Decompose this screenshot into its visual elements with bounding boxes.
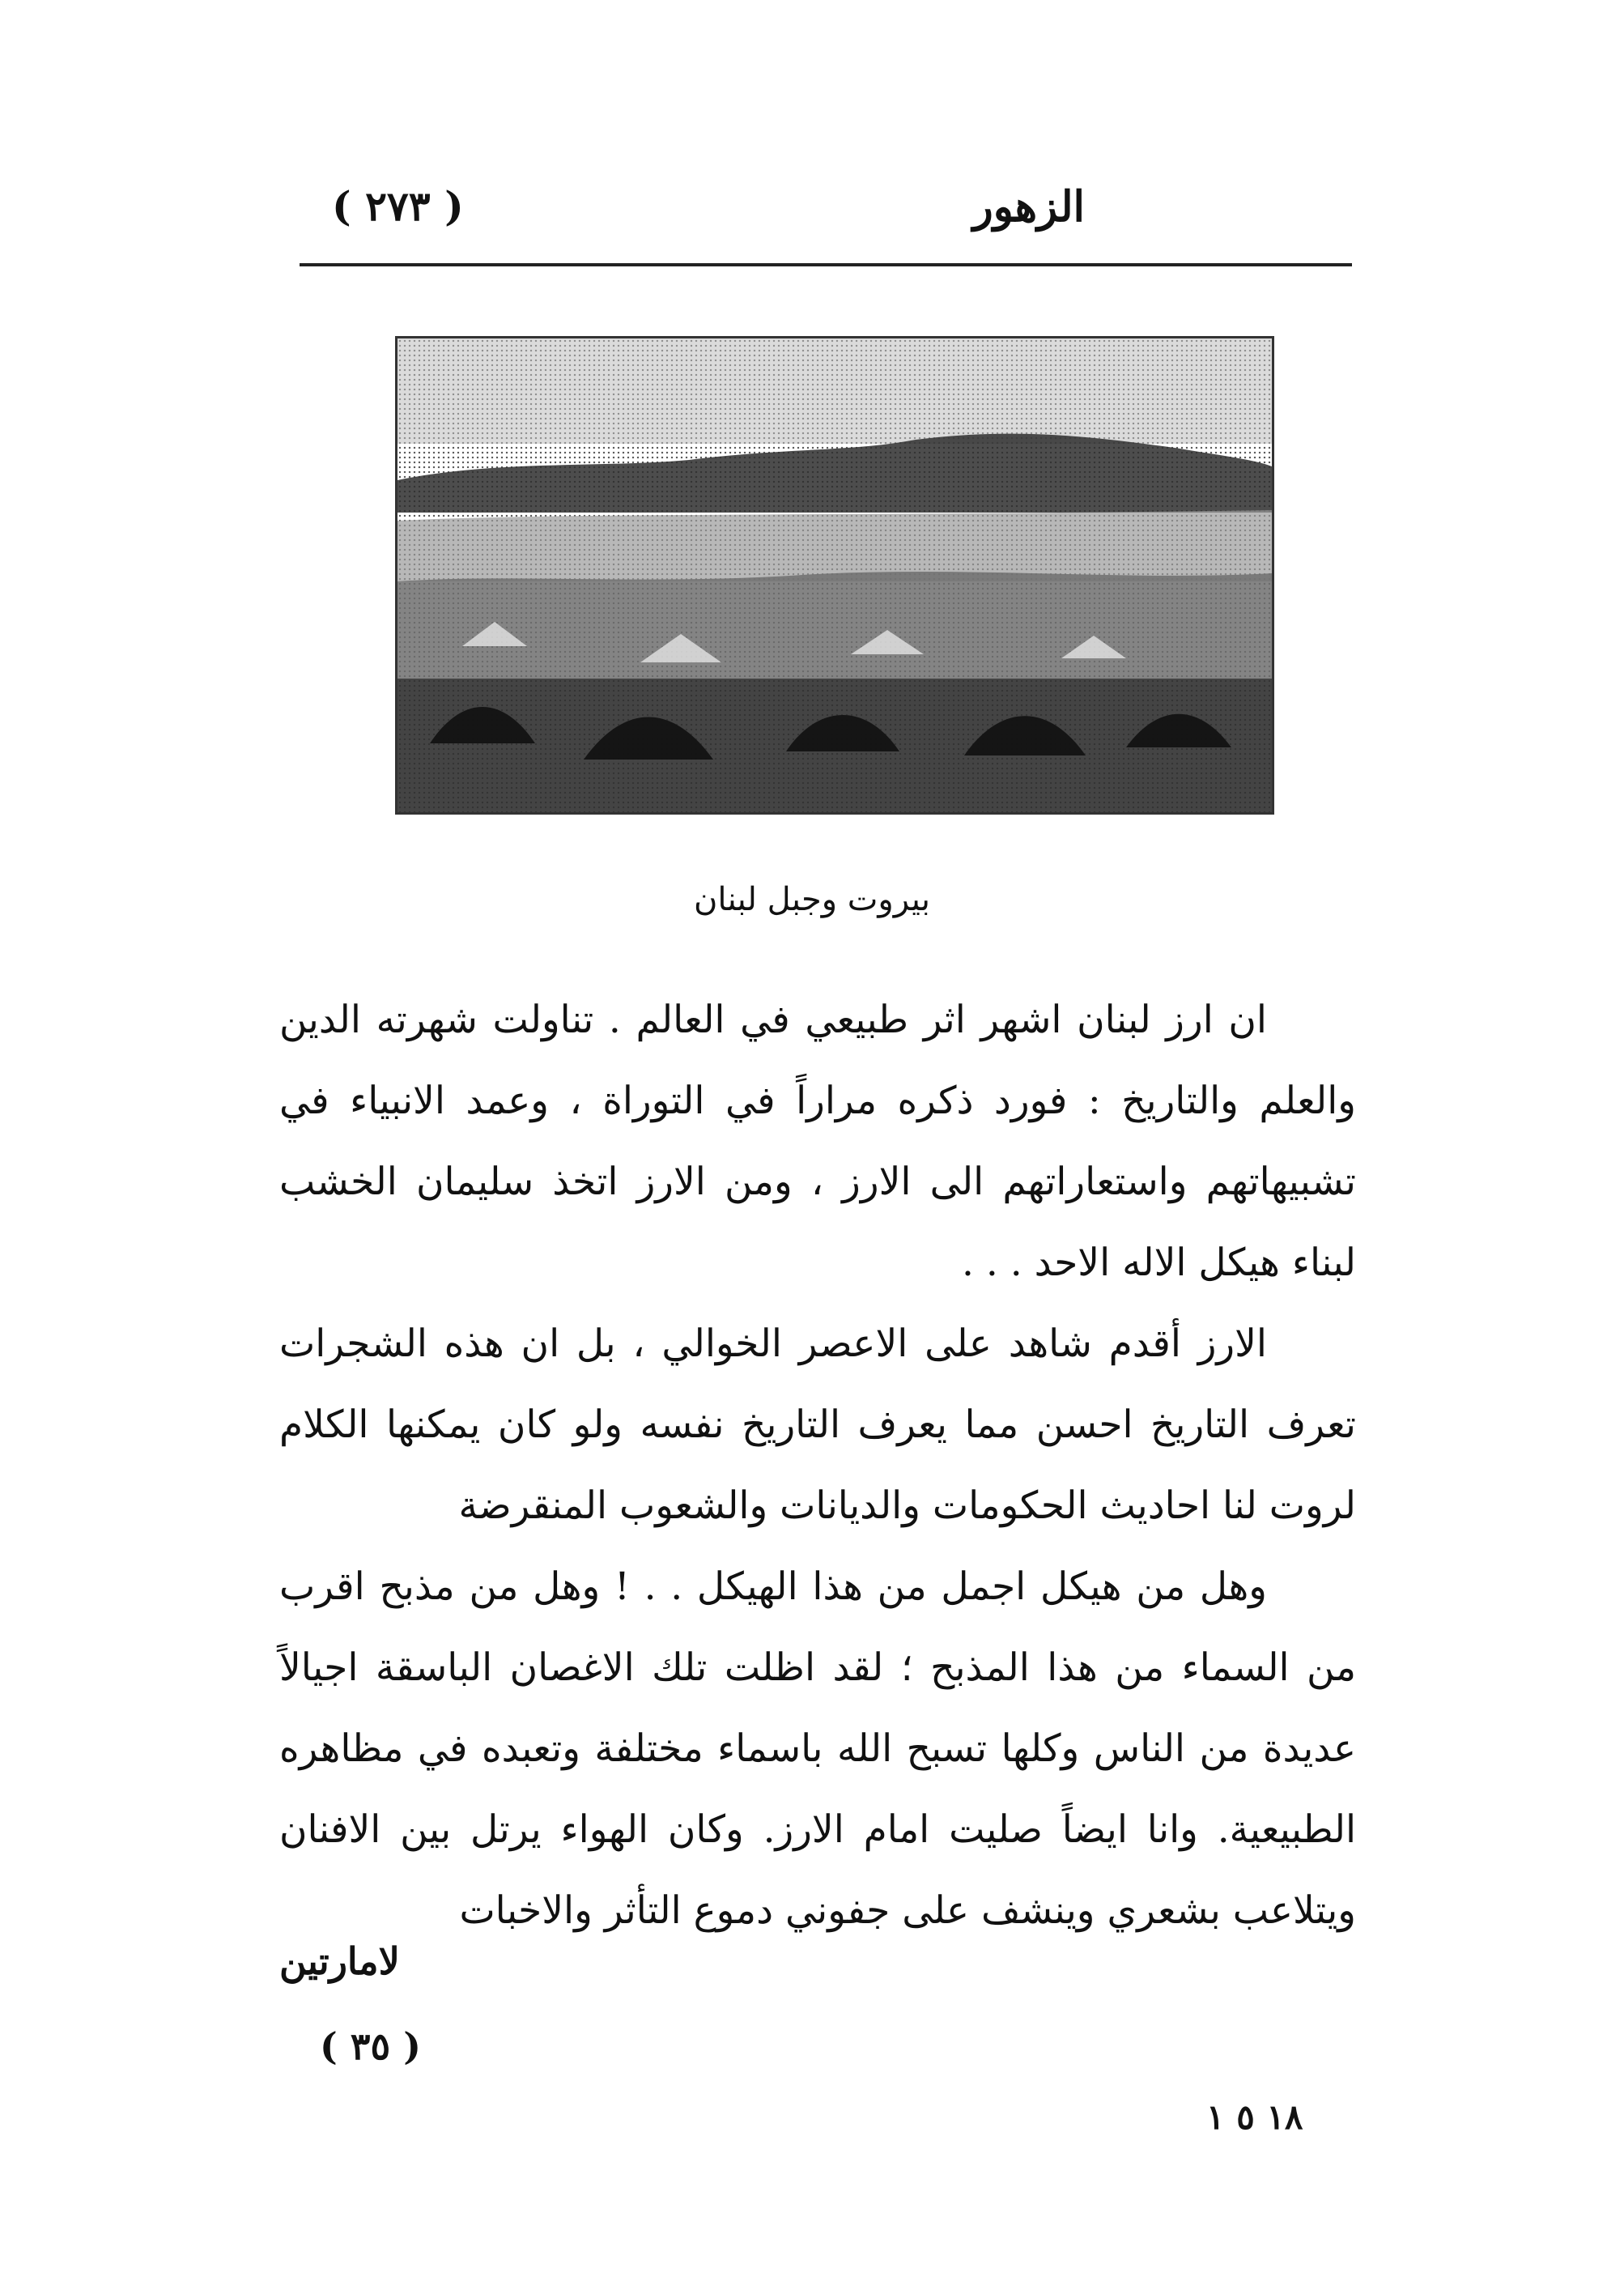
page-header — [300, 182, 1352, 263]
page-number: ( ٢٧٣ ) — [332, 182, 464, 230]
photo-illustration — [397, 338, 1272, 812]
author-signature: لامارتين — [279, 1939, 400, 1983]
article-body — [279, 980, 1356, 1951]
halftone-photo-beirut — [395, 336, 1274, 815]
sheet-code: ١٨ ٥ ١ — [1206, 2097, 1303, 2137]
paragraph-2: الارز أقدم شاهد على الاعصر الخوالي ، بل ان هذه الشجرات تعرف التاريخ احسن مما يعرف التاريخ نفسه ولو كان يمكنها الكلام لروت لنا احاديث الحكومات والديانات والشعوب المنقرضة — [279, 1321, 1356, 1528]
paragraph-3: وهل من هيكل اجمل من هذا الهيكل . . ! وهل من مذبح اقرب من السماء من هذا المذبح ؛ لقد اظلت تلك الاغصان الباسقة اجيالاً عديدة من الناس وكلها تسبح الله باسماء مختلفة وتعبده في مظاهره الطبيعية. وانا ايضاً صليت امام الارز. وكان الهواء يرتل بين الافنان ويتلاعب بشعري وينشف على جفوني دموع التأثر والاخبات — [279, 1564, 1356, 1933]
footer-number: ( ٣٥ ) — [320, 2024, 421, 2068]
paragraph-1: ان ارز لبنان اشهر اثر طبيعي في العالم . تناولت شهرته الدين والعلم والتاريخ : فورد ذكره مراراً في التوراة ، وعمد الانبياء في تشبيهاتهم واستعاراتهم الى الارز ، ومن الارز اتخذ سليمان الخشب لبناء هيكل الاله الاحد . . . — [279, 998, 1356, 1285]
running-title: الزهور — [972, 182, 1085, 232]
header-rule — [300, 263, 1352, 266]
figure-caption: بيروت وجبل لبنان — [694, 881, 930, 918]
